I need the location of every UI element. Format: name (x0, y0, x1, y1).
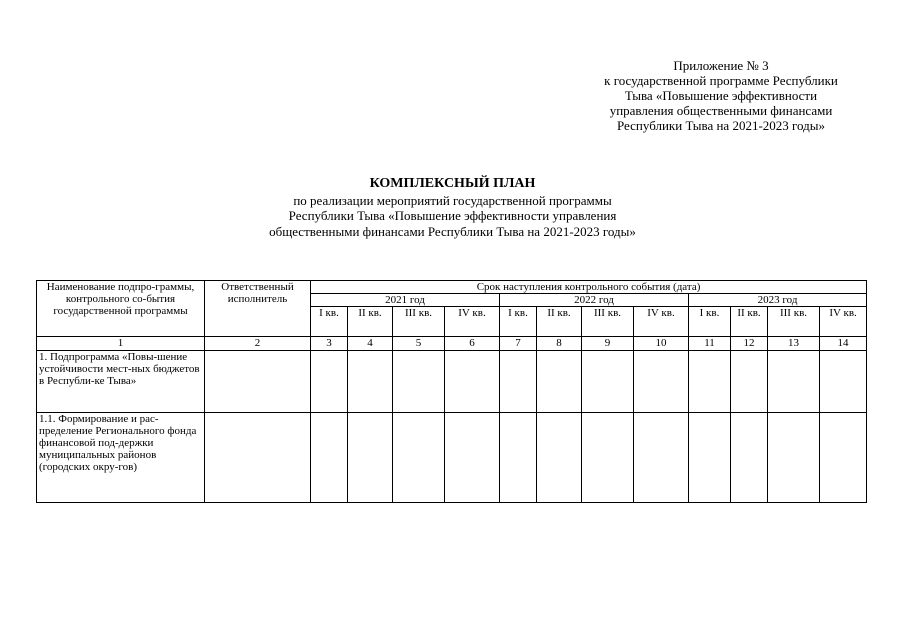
table-cell (768, 413, 820, 503)
col-responsible-header: Ответственный исполнитель (205, 281, 311, 337)
plan-table (36, 280, 867, 503)
table-cell (205, 413, 311, 503)
quarter-header: I кв. (689, 307, 731, 337)
table-cell (311, 413, 348, 503)
table-row (37, 413, 867, 503)
table-cell (820, 351, 867, 413)
document-subtitle-line: общественными финансами Республики Тыва на 2021-2023 годы» (269, 223, 636, 239)
table-cell (731, 413, 768, 503)
quarter-header: III кв. (582, 307, 634, 337)
table-cell (820, 413, 867, 503)
column-number: 8 (537, 337, 582, 351)
quarter-header: III кв. (768, 307, 820, 337)
document-subtitle-line: Республики Тыва «Повышение эффективности управления (288, 208, 617, 223)
table-cell (500, 413, 537, 503)
table-cell (393, 351, 445, 413)
appendix-line: Тыва «Повышение эффективности (624, 88, 818, 103)
column-number: 5 (393, 337, 445, 351)
table-cell (205, 351, 311, 413)
table-cell (537, 351, 582, 413)
table-cell (634, 413, 689, 503)
column-number: 12 (731, 337, 768, 351)
table-cell (445, 351, 500, 413)
appendix-block (560, 58, 882, 133)
quarter-header: I кв. (311, 307, 348, 337)
table-row (37, 351, 867, 413)
table-cell (393, 413, 445, 503)
column-number: 6 (445, 337, 500, 351)
table-cell (582, 351, 634, 413)
quarter-header: II кв. (731, 307, 768, 337)
quarter-header: II кв. (537, 307, 582, 337)
table-cell (634, 351, 689, 413)
row-name-cell: 1. Подпрограмма «Повы-шение устойчивости мест-ных бюджетов в Республи-ке Тыва» (37, 351, 205, 413)
quarter-header: IV кв. (634, 307, 689, 337)
column-number: 10 (634, 337, 689, 351)
quarter-header: IV кв. (820, 307, 867, 337)
header-row (37, 281, 867, 294)
column-number: 2 (205, 337, 311, 351)
year-header: 2023 год (689, 294, 867, 307)
table-cell (768, 351, 820, 413)
column-number: 11 (689, 337, 731, 351)
table-cell (689, 351, 731, 413)
quarter-header: II кв. (348, 307, 393, 337)
appendix-line: управления общественными финансами (609, 103, 833, 118)
table-cell (445, 413, 500, 503)
table-cell (582, 413, 634, 503)
table-cell (348, 413, 393, 503)
column-number: 13 (768, 337, 820, 351)
quarter-header: I кв. (500, 307, 537, 337)
column-number: 9 (582, 337, 634, 351)
appendix-line: Республики Тыва на 2021-2023 годы» (616, 118, 826, 133)
appendix-line: Приложение № 3 (673, 58, 769, 73)
col-name-header: Наименование подпро-граммы, контрольного со-бытия государственной программы (37, 281, 205, 337)
appendix-line: к государственной программе Республики (604, 73, 838, 88)
quarter-header: IV кв. (445, 307, 500, 337)
deadline-header: Срок наступления контрольного события (дата) (311, 281, 867, 294)
year-header: 2022 год (500, 294, 689, 307)
row-name-cell: 1.1. Формирование и рас-пределение Регионального фонда финансовой под-держки муниципальных районов (городских окру-гов) (37, 413, 205, 503)
document-subtitle-line: по реализации мероприятий государственной программы (293, 192, 612, 208)
table-cell (537, 413, 582, 503)
column-number: 14 (820, 337, 867, 351)
document-title-block (180, 176, 725, 239)
year-header: 2021 год (311, 294, 500, 307)
table-cell (348, 351, 393, 413)
quarter-header: III кв. (393, 307, 445, 337)
table-cell (689, 413, 731, 503)
table-cell (500, 351, 537, 413)
column-numbers-row (37, 337, 867, 351)
document-title: КОМПЛЕКСНЫЙ ПЛАН (369, 176, 536, 191)
column-number: 3 (311, 337, 348, 351)
table-cell (311, 351, 348, 413)
column-number: 7 (500, 337, 537, 351)
table-cell (731, 351, 768, 413)
column-number: 4 (348, 337, 393, 351)
column-number: 1 (37, 337, 205, 351)
